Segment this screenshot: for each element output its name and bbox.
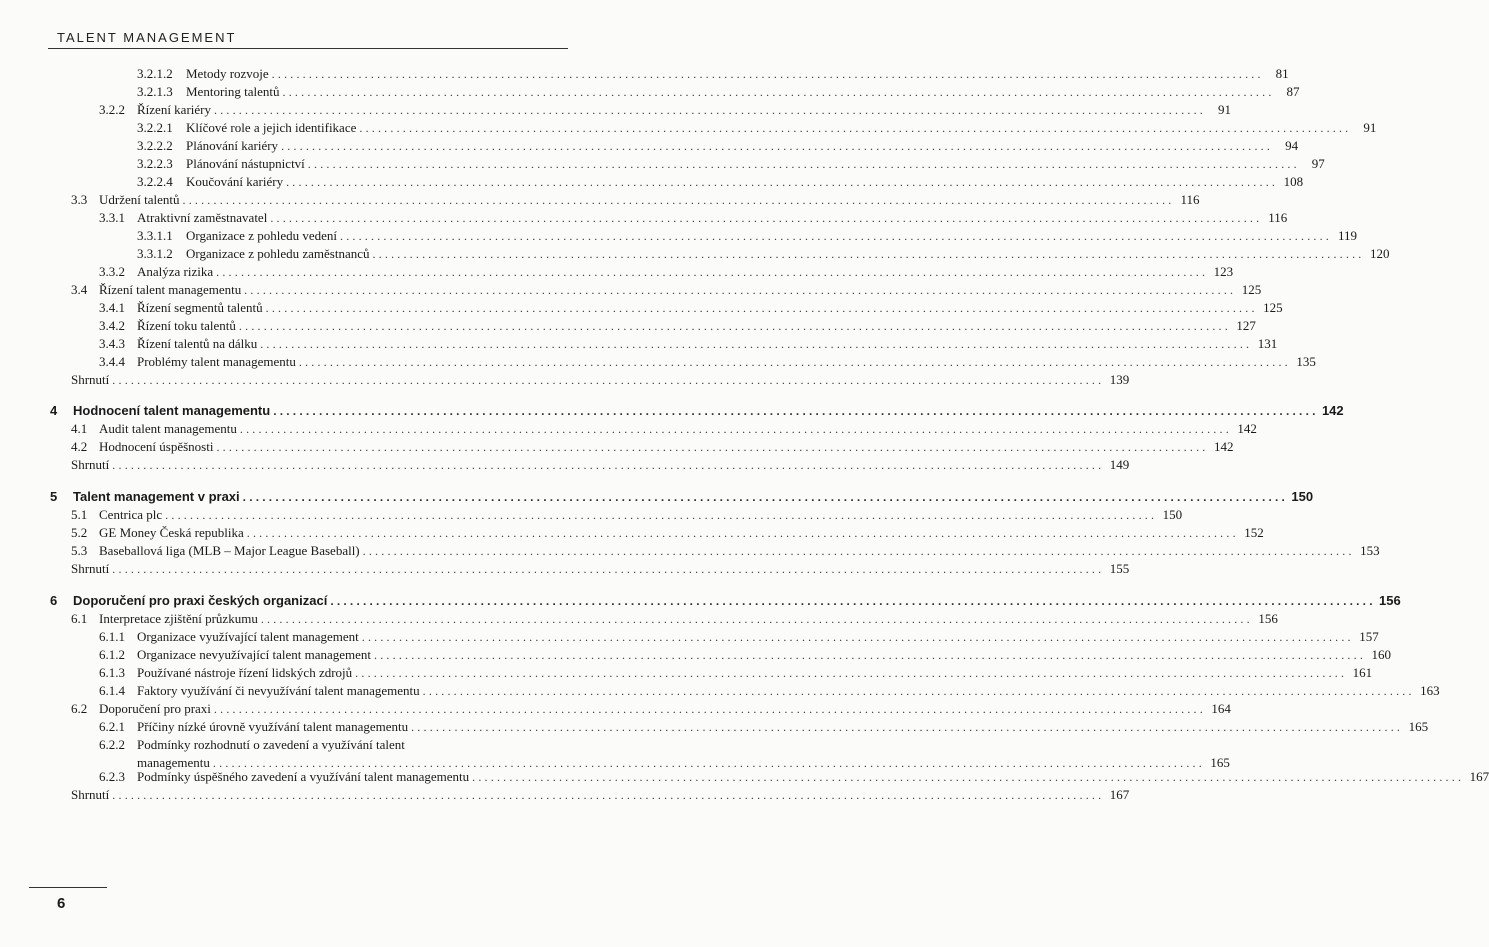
toc-entry xyxy=(71,192,1200,208)
toc-leader-dots: ................................................................................................................................................................ xyxy=(270,211,1263,225)
toc-title: Interpretace zjištění průzkumu xyxy=(99,611,258,626)
toc-entry xyxy=(137,174,1304,190)
toc-page-number: 94 xyxy=(1285,138,1299,153)
toc-title: Shrnutí xyxy=(71,372,110,387)
toc-leader-dots: ................................................................................................................................................................ xyxy=(238,319,1231,333)
toc-entry xyxy=(137,120,1377,136)
toc-title: Organizace nevyužívající talent management xyxy=(137,647,372,662)
toc-number: 5.3 xyxy=(71,543,88,558)
toc-page-number: 142 xyxy=(1237,421,1257,436)
toc-leader-dots: ................................................................................................................................................................ xyxy=(213,702,1206,716)
toc-page-number: 119 xyxy=(1337,228,1357,243)
toc-title: Doporučení pro praxi českých organizací xyxy=(73,593,328,608)
toc-page-number: 108 xyxy=(1283,174,1304,189)
toc-entry xyxy=(99,769,1489,785)
toc-number: 3.3.1 xyxy=(99,210,125,225)
toc-leader-dots: ................................................................................................................................................................ xyxy=(214,103,1206,117)
toc-entry xyxy=(99,665,1373,681)
toc-chapter xyxy=(50,593,1401,609)
toc-page-number: 150 xyxy=(1291,489,1314,504)
toc-leader-dots: ................................................................................................................................................................ xyxy=(271,67,1264,81)
toc-title: Řízení segmentů talentů xyxy=(137,300,263,315)
toc-leader-dots: ................................................................................................................................................................ xyxy=(286,175,1279,189)
toc-entry xyxy=(137,246,1390,262)
toc-entry xyxy=(71,439,1234,455)
toc-page-number: 153 xyxy=(1360,543,1380,558)
toc-page-number: 156 xyxy=(1379,593,1401,608)
toc-entry xyxy=(71,701,1231,717)
toc-title: Analýza rizika xyxy=(137,264,214,279)
toc-entry xyxy=(99,719,1429,735)
toc-page-number: 116 xyxy=(1180,192,1200,207)
toc-title: Doporučení pro praxi xyxy=(99,701,211,716)
toc-number: 6.1.2 xyxy=(99,647,125,662)
toc-entry xyxy=(99,300,1283,316)
toc-title: Organizace z pohledu zaměstnanců xyxy=(186,246,370,261)
toc-leader-dots: ................................................................................................................................................................ xyxy=(242,490,1289,504)
toc-title: Koučování kariéry xyxy=(186,174,284,189)
toc-number: 3.4.2 xyxy=(99,318,125,333)
toc-title: Řízení toku talentů xyxy=(137,318,236,333)
toc-leader-dots: ................................................................................................................................................................ xyxy=(355,666,1348,680)
toc-entry xyxy=(99,264,1234,280)
toc-leader-dots: ................................................................................................................................................................ xyxy=(165,508,1158,522)
toc-number: 6.2.2 xyxy=(99,737,125,752)
toc-number: 3.2.2.3 xyxy=(137,156,173,171)
toc-summary xyxy=(71,457,1130,473)
toc-entry xyxy=(137,228,1357,244)
toc-entry xyxy=(99,336,1278,352)
toc-title: Používané nástroje řízení lidských zdrojů xyxy=(137,665,353,680)
toc-title: Podmínky úspěšného zavedení a využívání talent managementu xyxy=(137,769,470,784)
toc-title: Příčiny nízké úrovně využívání talent managementu xyxy=(137,719,409,734)
toc-leader-dots: ................................................................................................................................................................ xyxy=(359,121,1352,135)
toc-leader-dots: ................................................................................................................................................................ xyxy=(239,422,1232,436)
toc-leader-dots: ................................................................................................................................................................ xyxy=(422,684,1415,698)
toc-number: 3.2.1.3 xyxy=(137,84,173,99)
toc-leader-dots: ................................................................................................................................................................ xyxy=(260,612,1253,626)
toc-entry xyxy=(71,421,1257,437)
toc-number: 3.2.1.2 xyxy=(137,66,173,81)
toc-leader-dots: ................................................................................................................................................................ xyxy=(112,562,1105,576)
toc-page-number: 139 xyxy=(1109,372,1130,387)
toc-entry xyxy=(99,354,1316,370)
toc-leader-dots: ................................................................................................................................................................ xyxy=(112,373,1105,387)
toc-number: 3.3.1.1 xyxy=(137,228,173,243)
toc-entry xyxy=(99,737,568,753)
toc-entry xyxy=(137,138,1299,154)
toc-leader-dots: ................................................................................................................................................................ xyxy=(372,247,1365,261)
toc-number: 3.4.4 xyxy=(99,354,125,369)
page-number: 6 xyxy=(57,895,66,912)
toc-page-number: 155 xyxy=(1109,561,1130,576)
toc-entry xyxy=(71,507,1183,523)
toc-leader-dots: ................................................................................................................................................................ xyxy=(281,139,1274,153)
toc-page-number: 149 xyxy=(1109,457,1130,472)
toc-title: Baseballová liga (MLB – Major League Baseball) xyxy=(99,543,360,558)
toc-leader-dots: ................................................................................................................................................................ xyxy=(216,265,1209,279)
toc-title: Udržení talentů xyxy=(99,192,180,207)
toc-leader-dots: ................................................................................................................................................................ xyxy=(361,630,1354,644)
footer-rule xyxy=(29,887,107,888)
toc-number: 5.2 xyxy=(71,525,88,540)
toc-number: 6.1.1 xyxy=(99,629,125,644)
toc-page-number: 167 xyxy=(1109,787,1130,802)
toc-title: Řízení talent managementu xyxy=(99,282,242,297)
toc-leader-dots: ................................................................................................................................................................ xyxy=(216,440,1209,454)
toc-page-number: 120 xyxy=(1369,246,1390,261)
toc-entry xyxy=(99,210,1288,226)
toc-page-number: 157 xyxy=(1359,629,1379,644)
toc-title: Shrnutí xyxy=(71,457,110,472)
toc-page-number: 161 xyxy=(1352,665,1373,680)
toc-number: 6.1.4 xyxy=(99,683,125,698)
toc-title: Hodnocení úspěšnosti xyxy=(99,439,214,454)
toc-page-number: 97 xyxy=(1311,156,1325,171)
toc-entry xyxy=(99,102,1231,118)
toc-leader-dots: ................................................................................................................................................................ xyxy=(265,301,1258,315)
toc-title: GE Money Česká republika xyxy=(99,525,244,540)
toc-page-number: 91 xyxy=(1363,120,1377,135)
toc-title: Plánování kariéry xyxy=(186,138,279,153)
toc-page-number: 160 xyxy=(1371,647,1392,662)
toc-title: Organizace využívající talent management xyxy=(137,629,359,644)
toc-title: Řízení talentů na dálku xyxy=(137,336,258,351)
toc-leader-dots: ................................................................................................................................................................ xyxy=(330,594,1376,608)
toc-title: Hodnocení talent managementu xyxy=(73,403,271,418)
toc-number: 6.2 xyxy=(71,701,88,716)
toc-entry xyxy=(99,683,1440,699)
toc-title: Řízení kariéry xyxy=(137,102,211,117)
toc-summary xyxy=(71,372,1130,388)
toc-leader-dots: ................................................................................................................................................................ xyxy=(411,720,1404,734)
toc-leader-dots: ................................................................................................................................................................ xyxy=(374,648,1367,662)
running-header: TALENT MANAGEMENT xyxy=(57,30,237,45)
toc-title: Audit talent managementu xyxy=(99,421,237,436)
toc-leader-dots: ................................................................................................................................................................ xyxy=(182,193,1175,207)
toc-page-number: 167 xyxy=(1469,769,1489,784)
toc-number: 4 xyxy=(50,403,58,418)
toc-title: Metody rozvoje xyxy=(186,66,269,81)
toc-page-number: 165 xyxy=(1210,755,1230,770)
toc-leader-dots: ................................................................................................................................................................ xyxy=(273,404,1319,418)
toc-title: Klíčové role a jejich identifikace xyxy=(186,120,357,135)
toc-leader-dots: ................................................................................................................................................................ xyxy=(212,756,1205,770)
toc-leader-dots: ................................................................................................................................................................ xyxy=(112,788,1105,802)
toc-leader-dots: ................................................................................................................................................................ xyxy=(246,526,1239,540)
toc-chapter xyxy=(50,489,1314,505)
toc-number: 4.2 xyxy=(71,439,88,454)
toc-entry xyxy=(137,66,1289,82)
toc-page-number: 163 xyxy=(1420,683,1440,698)
toc-leader-dots: ................................................................................................................................................................ xyxy=(282,85,1275,99)
toc-number: 6.1.3 xyxy=(99,665,125,680)
toc-title: Mentoring talentů xyxy=(186,84,280,99)
toc-page-number: 125 xyxy=(1241,282,1262,297)
toc-number: 3.4.3 xyxy=(99,336,125,351)
toc-title: Plánování nástupnictví xyxy=(186,156,305,171)
toc-title: Shrnutí xyxy=(71,787,110,802)
toc-number: 3.2.2.2 xyxy=(137,138,173,153)
toc-number: 3.2.2 xyxy=(99,102,125,117)
toc-entry xyxy=(71,611,1278,627)
toc-entry xyxy=(99,647,1392,663)
toc-page-number: 81 xyxy=(1275,66,1289,81)
toc-leader-dots: ................................................................................................................................................................ xyxy=(244,283,1237,297)
toc-leader-dots: ................................................................................................................................................................ xyxy=(112,458,1105,472)
toc-title: Shrnutí xyxy=(71,561,110,576)
toc-page-number: 142 xyxy=(1213,439,1234,454)
toc-number: 3.2.2.4 xyxy=(137,174,173,189)
toc-number: 6.2.1 xyxy=(99,719,125,734)
toc-page-number: 152 xyxy=(1244,525,1264,540)
toc-entry xyxy=(71,525,1264,541)
toc-page-number: 142 xyxy=(1321,403,1344,418)
toc-summary xyxy=(71,787,1130,803)
toc-entry xyxy=(71,543,1380,559)
toc-page-number: 125 xyxy=(1263,300,1283,315)
toc-summary xyxy=(71,561,1130,577)
toc-page-number: 164 xyxy=(1211,701,1231,716)
toc-number: 6.2.3 xyxy=(99,769,125,784)
toc-page-number: 116 xyxy=(1268,210,1288,225)
toc-number: 3.2.2.1 xyxy=(137,120,173,135)
toc-page-number: 165 xyxy=(1408,719,1429,734)
toc-page-number: 91 xyxy=(1218,102,1231,117)
toc-title: Organizace z pohledu vedení xyxy=(186,228,337,243)
toc-entry xyxy=(137,84,1300,100)
toc-page-number: 123 xyxy=(1213,264,1234,279)
toc-leader-dots: ................................................................................................................................................................ xyxy=(307,157,1300,171)
toc-title-continuation: managementu xyxy=(137,755,210,770)
toc-page-number: 127 xyxy=(1236,318,1256,333)
toc-number: 6.1 xyxy=(71,611,88,626)
toc-number: 6 xyxy=(50,593,58,608)
toc-leader-dots: ................................................................................................................................................................ xyxy=(340,229,1332,243)
toc-number: 3.3.2 xyxy=(99,264,125,279)
toc-title: Talent management v praxi xyxy=(73,489,240,504)
toc-entry xyxy=(137,156,1325,172)
toc-title: Atraktivní zaměstnavatel xyxy=(137,210,268,225)
toc-leader-dots: ................................................................................................................................................................ xyxy=(472,770,1465,784)
toc-leader-dots: ................................................................................................................................................................ xyxy=(298,355,1291,369)
toc-number: 3.3 xyxy=(71,192,88,207)
toc-number: 3.3.1.2 xyxy=(137,246,173,261)
toc-page-number: 87 xyxy=(1286,84,1300,99)
toc-title: Centrica plc xyxy=(99,507,163,522)
toc-number: 5 xyxy=(50,489,58,504)
toc-page-number: 150 xyxy=(1162,507,1183,522)
toc-title: Faktory využívání či nevyužívání talent managementu xyxy=(137,683,420,698)
toc-page-number: 135 xyxy=(1296,354,1316,369)
toc-number: 5.1 xyxy=(71,507,88,522)
toc-entry xyxy=(99,318,1256,334)
toc-page-number: 156 xyxy=(1258,611,1278,626)
toc-number: 3.4.1 xyxy=(99,300,125,315)
toc-number: 4.1 xyxy=(71,421,88,436)
toc-title: Podmínky rozhodnutí o zavedení a využívání talent xyxy=(137,737,405,752)
toc-page-number: 131 xyxy=(1257,336,1278,351)
toc-title: Problémy talent managementu xyxy=(137,354,296,369)
toc-leader-dots: ................................................................................................................................................................ xyxy=(260,337,1253,351)
toc-leader-dots: ................................................................................................................................................................ xyxy=(362,544,1355,558)
toc-entry xyxy=(99,629,1379,645)
toc-number: 3.4 xyxy=(71,282,88,297)
toc-entry xyxy=(71,282,1262,298)
toc-chapter xyxy=(50,403,1344,419)
